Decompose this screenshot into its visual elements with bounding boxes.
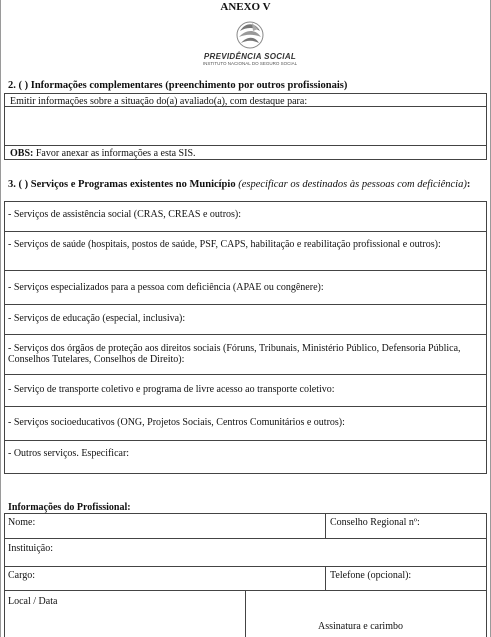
divider <box>4 304 487 305</box>
obs-note <box>10 148 196 159</box>
divider <box>4 406 487 407</box>
name-label: Nome: <box>8 517 36 528</box>
divider <box>4 566 487 567</box>
divider <box>4 374 487 375</box>
service-item: - Serviços de assistência social (CRAS, CREAS e outros): <box>8 209 242 220</box>
divider <box>4 270 487 271</box>
divider <box>325 566 326 590</box>
divider <box>4 231 487 232</box>
logo-subtitle: INSTITUTO NACIONAL DO SEGURO SOCIAL <box>202 61 298 66</box>
divider <box>4 334 487 335</box>
divider <box>4 145 487 146</box>
obs-text: Favor anexar as informações a esta SIS. <box>33 148 196 159</box>
divider <box>245 590 246 637</box>
phone-label: Telefone (opcional): <box>330 570 412 581</box>
divider <box>4 440 487 441</box>
divider <box>4 538 487 539</box>
section3-title-text: 3. ( ) Serviços e Programas existentes no Município <box>8 179 239 190</box>
logo-name: PREVIDÊNCIA SOCIAL <box>203 52 297 61</box>
role-label: Cargo: <box>8 570 36 581</box>
service-item: - Serviços de educação (especial, inclusiva): <box>8 313 186 324</box>
professional-title: Informações do Profissional: <box>8 502 131 513</box>
section3-title-note: (especificar os destinados às pessoas com deficiência) <box>238 179 467 190</box>
section3-title-end: : <box>466 179 471 190</box>
divider <box>325 513 326 538</box>
divider <box>4 106 487 107</box>
service-item: - Outros serviços. Especificar: <box>8 448 130 459</box>
annex-title: ANEXO V <box>220 1 271 13</box>
service-item: - Serviços socioeducativos (ONG, Projetos Sociais, Centros Comunitários e outros): <box>8 417 345 428</box>
institution-label: Instituição: <box>8 543 53 554</box>
council-label: Conselho Regional nº: <box>330 517 420 528</box>
service-item: - Serviços dos órgãos de proteção aos direitos sociais (Fóruns, Tribunais, Ministério Público, Defensoria Pública, Conselhos Tutelares, Conselhos de Direito): <box>8 343 461 365</box>
service-item: - Serviços especializados para a pessoa com deficiência (APAE ou congênere): <box>8 282 324 293</box>
section2-prompt: Emitir informações sobre a situação do(a) avaliado(a), com destaque para: <box>10 96 308 107</box>
service-item: - Serviço de transporte coletivo e programa de livre acesso ao transporte coletivo: <box>8 384 335 395</box>
signature-label: Assinatura e carimbo <box>318 621 403 632</box>
obs-label: OBS: <box>10 148 34 159</box>
section2-title: 2. ( ) Informações complementares (preenchimento por outros profissionais) <box>8 80 348 91</box>
service-item: - Serviços de saúde (hospitais, postos de saúde, PSF, CAPS, habilitação e reabilitação profissional e outros): <box>8 239 441 250</box>
section3-title <box>8 179 478 190</box>
place-date-label: Local / Data <box>8 596 58 607</box>
